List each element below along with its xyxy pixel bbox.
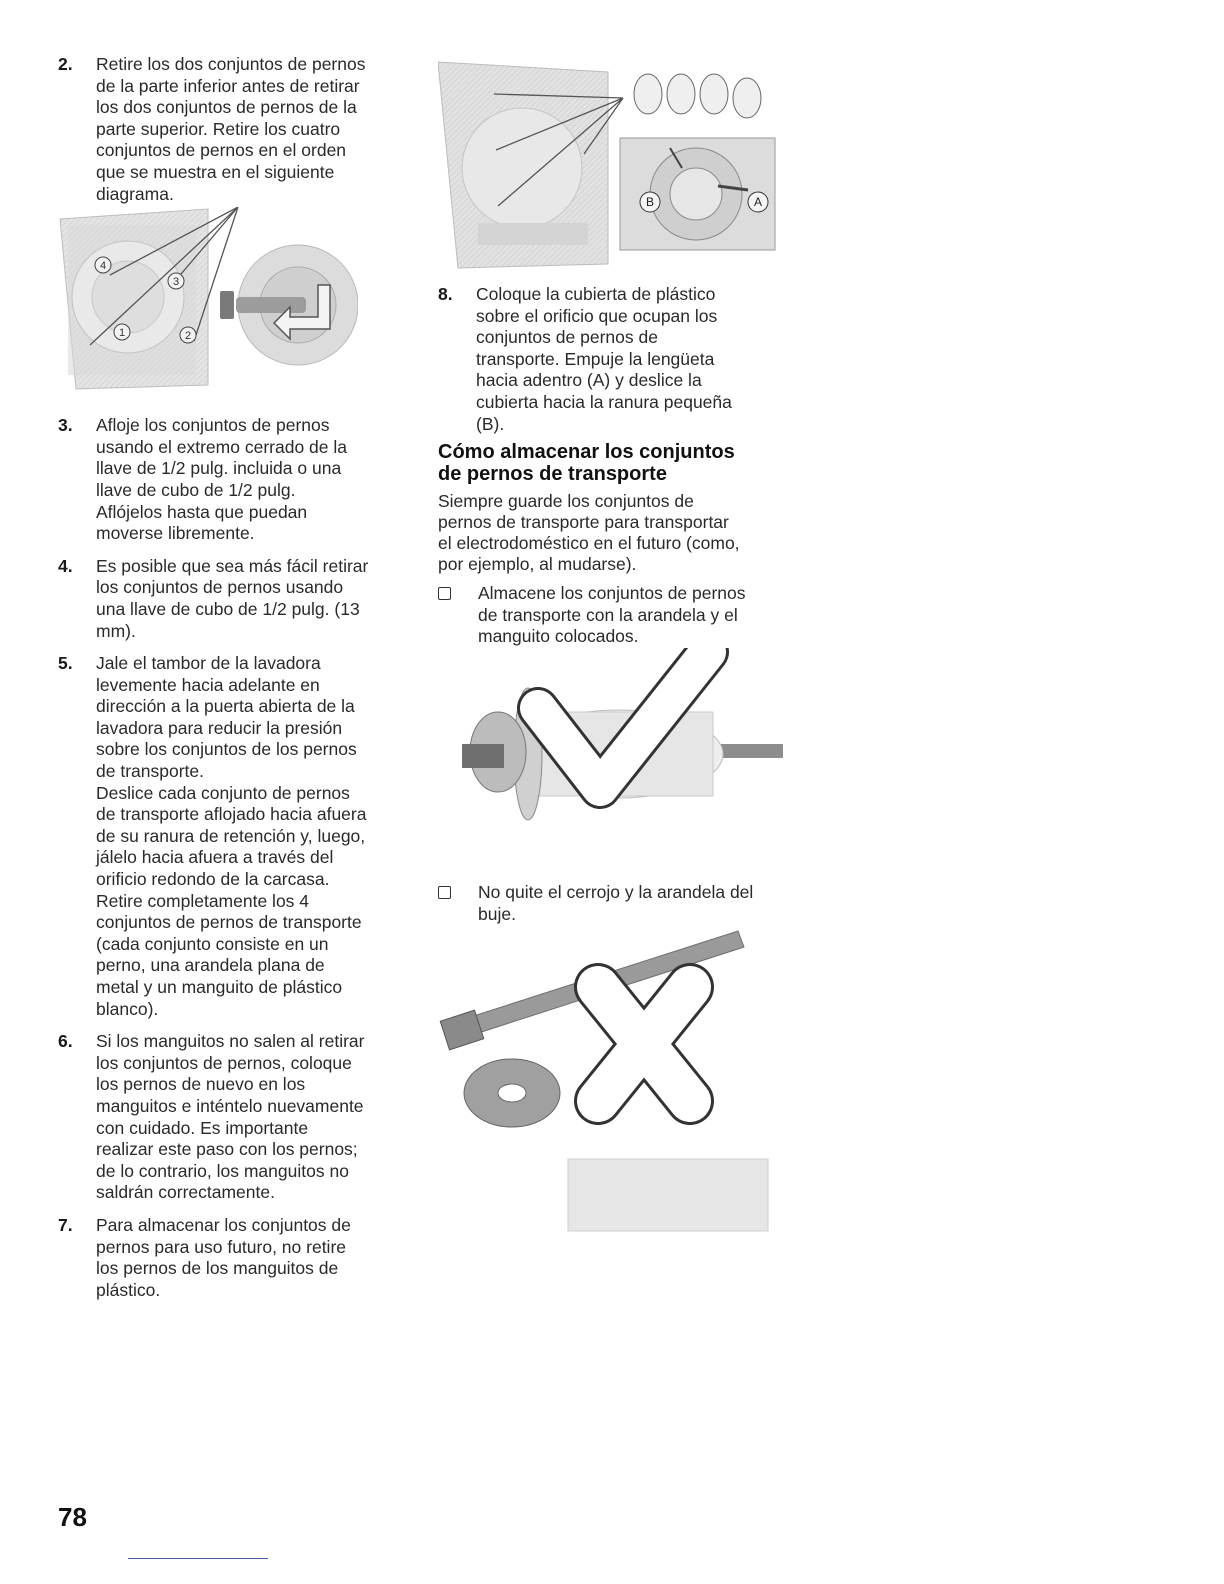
washer-drawing — [464, 1059, 560, 1127]
step-2 — [58, 54, 398, 205]
bolt-closeup-drawing — [220, 245, 358, 365]
sleeve-drawing — [568, 1159, 768, 1231]
svg-text:3: 3 — [172, 276, 180, 289]
step-3 — [58, 415, 398, 545]
step-number: 8. — [438, 284, 453, 304]
bolt-removal-order-figure — [58, 207, 358, 397]
step-5 — [58, 653, 398, 1020]
step-4 — [58, 556, 398, 642]
cover-icons-row — [634, 74, 761, 118]
step-text: Es posible que sea más fácil retirar los conjuntos de pernos usando una llave de cubo de 1/2 pulg. (13 mm). — [96, 555, 369, 641]
right-column — [438, 58, 783, 1255]
step-text: Afloje los conjuntos de pernos usando el extremo cerrado de la llave de 1/2 pulg. incluida o una llave de cubo de 1/2 pulg. Aflójelos hasta que puedan moverse libremente. — [96, 415, 347, 544]
callout-a — [748, 192, 768, 212]
svg-text:B: B — [645, 195, 655, 209]
section-heading: Cómo almacenar los conjuntos de pernos de transporte — [438, 441, 735, 486]
svg-text:1: 1 — [118, 327, 126, 340]
step-6 — [58, 1031, 398, 1204]
page-number: 78 — [58, 1502, 87, 1532]
x-mark-icon — [598, 987, 690, 1101]
step-7 — [58, 1215, 398, 1301]
bullet-text: No quite el cerrojo y la arandela del buje. — [478, 881, 754, 924]
plastic-cover-figure — [438, 58, 778, 270]
step-number: 7. — [58, 1214, 73, 1235]
callout-b — [640, 192, 660, 212]
checkbox-icon — [438, 882, 478, 899]
section-paragraph: Siempre guarde los conjuntos de pernos de transporte para transportar el electrodoméstico en el futuro (como, por ejemplo, al mudarse). — [438, 491, 740, 575]
step-text: Jale el tambor de la lavadora levemente hacia adelante en dirección a la puerta abierta de la lavadora para reducir la presión sobre los conjuntos de los pernos de transporte. Deslice cada conjunto de pernos de transporte aflojado hacia afuera de su ranura de retención y, luego, jálelo hacia afuera a través del orificio redondo de la carcasa. Retire completamente los 4 conjuntos de pernos de transporte (cada conjunto consiste en un perno, una arandela plana de metal y un manguito de plástico blanco). — [96, 653, 367, 1019]
step-number: 5. — [58, 653, 73, 674]
correct-bolt-assembly-figure — [438, 648, 783, 868]
bullet-text: Almacene los conjuntos de pernos de transporte con la arandela y el manguito colocados. — [478, 583, 746, 647]
step-text: Para almacenar los conjuntos de pernos para uso futuro, no retire los pernos de los manguitos de plástico. — [96, 1214, 351, 1300]
checkbox-icon — [438, 583, 478, 600]
bullet-item — [438, 583, 783, 648]
svg-text:2: 2 — [184, 330, 192, 343]
step-text: Coloque la cubierta de plástico sobre el orificio que ocupan los conjuntos de pernos de transporte. Empuje la lengüeta hacia adentro (A) y deslice la cubierta hacia la ranura pequeña (B). — [476, 284, 732, 434]
bullet-item — [438, 882, 783, 925]
step-number: 3. — [58, 415, 73, 436]
svg-text:A: A — [753, 195, 763, 209]
step-text: Si los manguitos no salen al retirar los conjuntos de pernos, coloque los pernos de nuevo en los manguitos e inténtelo nuevamente con cuidado. Es importante realizar este paso con los pernos; de lo contrario, los manguitos no saldrán correctamente. — [96, 1031, 365, 1203]
bolt-callout-4 — [95, 257, 111, 273]
incorrect-disassembly-figure — [438, 925, 783, 1255]
step-number: 6. — [58, 1031, 73, 1052]
step-number: 2. — [58, 54, 73, 74]
step-8 — [438, 284, 783, 435]
washer-cabinet-drawing — [60, 209, 208, 389]
washer-cabinet-drawing — [438, 62, 608, 268]
svg-text:4: 4 — [99, 260, 107, 273]
bolt-callout-1 — [114, 324, 130, 340]
footer-rule — [128, 1558, 268, 1559]
bolt-callout-2 — [180, 327, 196, 343]
step-number: 4. — [58, 555, 73, 576]
bolt-callout-3 — [168, 273, 184, 289]
step-text: Retire los dos conjuntos de pernos de la parte inferior antes de retirar los dos conjuntos de pernos de la parte superior. Retire los cuatro conjuntos de pernos en el orden que se muestra en el siguiente diagrama. — [96, 54, 366, 204]
left-column — [58, 54, 398, 1301]
